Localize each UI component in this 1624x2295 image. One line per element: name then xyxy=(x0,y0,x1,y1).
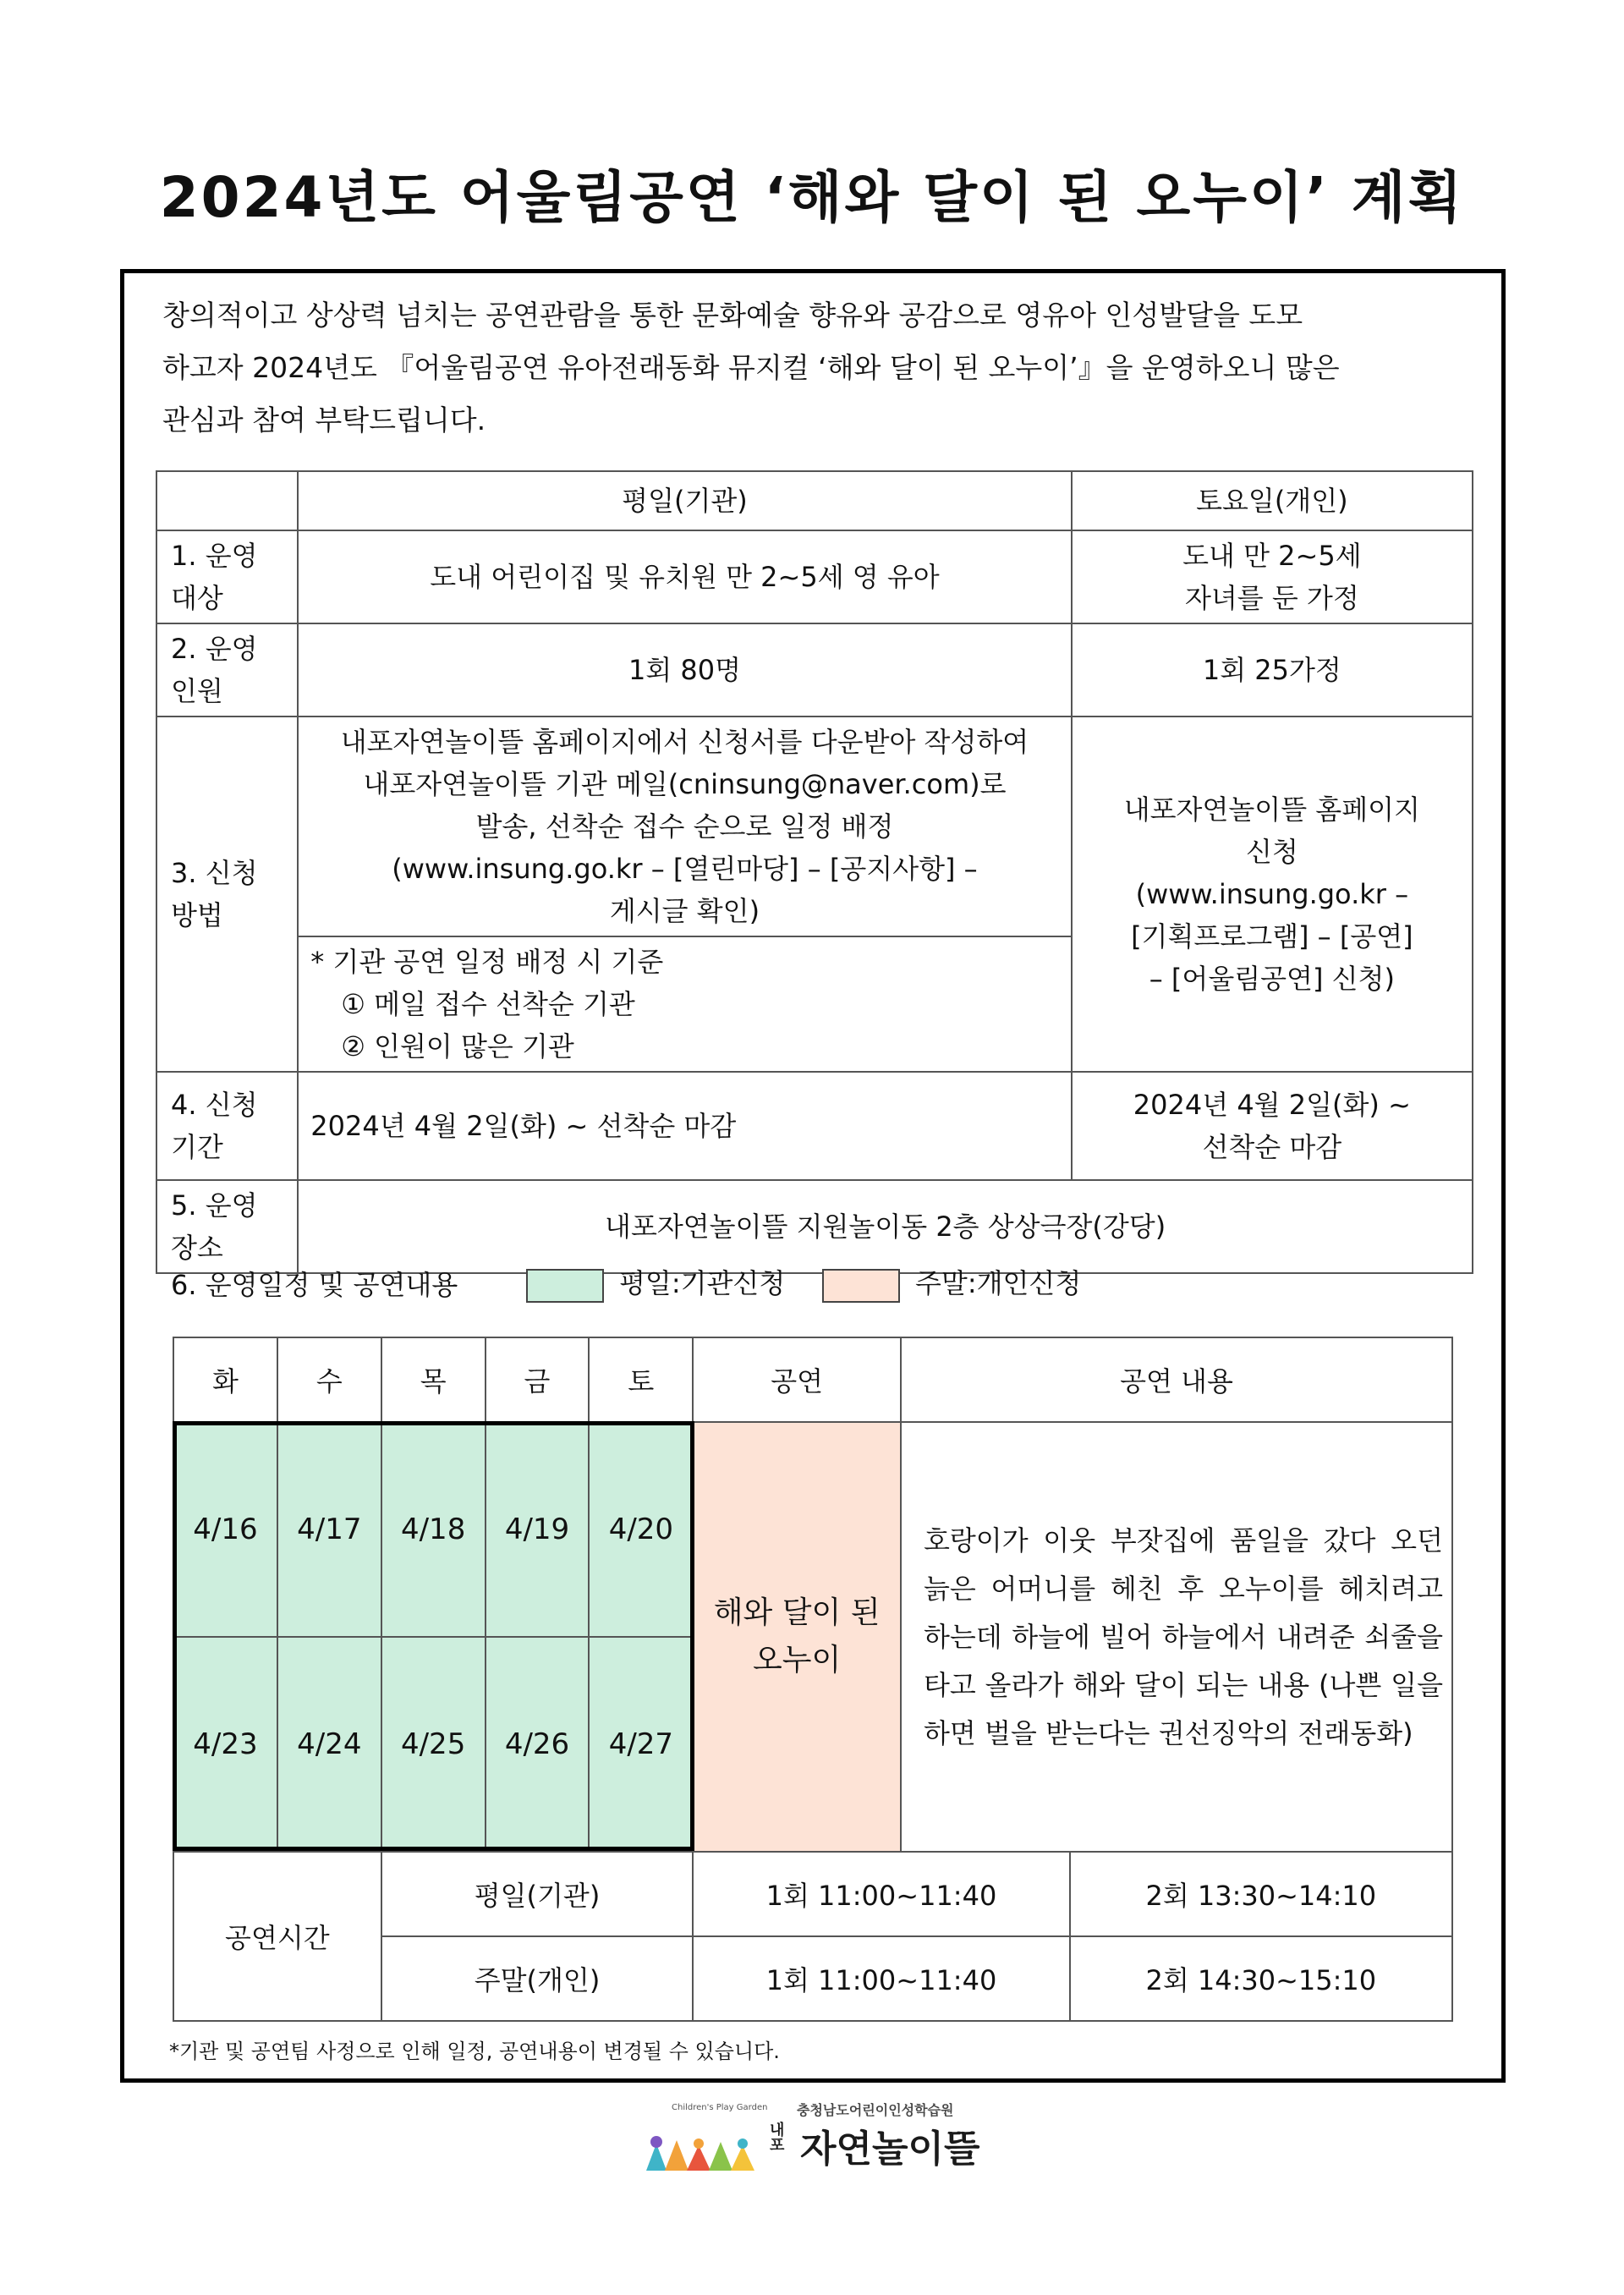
date-cell: 4/27 xyxy=(589,1637,693,1852)
legend-weekend-label: 주말:개인신청 xyxy=(915,1267,1082,1299)
target-saturday-line: 도내 만 2~5세 xyxy=(1182,540,1362,572)
logo-tagline: Children's Play Garden xyxy=(672,2103,768,2112)
legend-weekday-label: 평일:기관신청 xyxy=(619,1267,786,1299)
date-cell: 4/26 xyxy=(486,1637,590,1852)
location-value: 내포자연놀이뜰 지원놀이동 2층 상상극장(강당) xyxy=(298,1180,1473,1273)
info-table xyxy=(156,470,1473,1274)
date-cell: 4/18 xyxy=(381,1422,486,1637)
logo-prefix: 내포 xyxy=(770,2122,785,2155)
note-line: ① 메일 접수 선착순 기관 xyxy=(341,988,635,1020)
row-label-target: 1. 운영 대상 xyxy=(156,530,298,623)
date-cell: 4/19 xyxy=(486,1422,590,1637)
date-cell: 4/20 xyxy=(589,1422,693,1637)
method-saturday-line: 내포자연놀이뜰 홈페이지 xyxy=(1123,793,1420,826)
header-saturday: 토요일(개인) xyxy=(1072,471,1473,530)
legend-weekday-swatch xyxy=(526,1269,604,1303)
intro-line: 하고자 2024년도 『어울림공연 유아전래동화 뮤지컬 ‘해와 달이 된 오누이’』을 운영하오니 많은 xyxy=(162,351,1340,384)
time-weekday-first: 1회 11:00~11:40 xyxy=(693,1852,1069,1936)
row-label-capacity: 2. 운영 인원 xyxy=(156,623,298,717)
logo-name: 자연놀이뜰 xyxy=(800,2128,980,2171)
method-notes xyxy=(298,936,1071,1072)
method-saturday-line: [기획프로그램] – [공연] xyxy=(1131,920,1413,953)
legend-weekend-swatch xyxy=(822,1269,900,1303)
intro-line: 관심과 참여 부탁드립니다. xyxy=(162,404,486,436)
date-cell: 4/25 xyxy=(381,1637,486,1852)
note-line: ② 인원이 많은 기관 xyxy=(341,1030,574,1062)
date-cell: 4/16 xyxy=(173,1422,277,1637)
target-saturday-line: 자녀를 둔 가정 xyxy=(1184,582,1359,614)
time-weekday-second: 2회 13:30~14:10 xyxy=(1070,1852,1452,1936)
time-type-weekday: 평일(기관) xyxy=(381,1852,694,1936)
method-line: (www.insung.go.kr – [열린마당] – [공지사항] – xyxy=(392,853,978,885)
row-label-location: 5. 운영 장소 xyxy=(156,1180,298,1273)
organization-logo xyxy=(643,2095,998,2179)
time-type-weekend: 주말(개인) xyxy=(381,1936,694,2021)
time-weekend-second: 2회 14:30~15:10 xyxy=(1070,1936,1452,2021)
schedule-table xyxy=(173,1337,1453,2022)
intro-paragraph xyxy=(162,289,1507,447)
row-label-period: 4. 신청 기간 xyxy=(156,1072,298,1180)
method-line: 게시글 확인) xyxy=(609,895,760,927)
schedule-title: 6. 운영일정 및 공연내용 xyxy=(171,1269,458,1301)
capacity-weekday: 1회 80명 xyxy=(298,623,1071,717)
performance-title-line: 해와 달이 된 xyxy=(713,1595,881,1630)
date-cell: 4/24 xyxy=(277,1637,381,1852)
time-weekend-first: 1회 11:00~11:40 xyxy=(693,1936,1069,2021)
date-cell: 4/17 xyxy=(277,1422,381,1637)
note-line: * 기관 공연 일정 배정 시 기준 xyxy=(310,946,664,978)
method-weekday xyxy=(298,717,1071,936)
method-saturday-line: – [어울림공연] 신청) xyxy=(1149,963,1395,995)
document-title: 2024년도 어울림공연 ‘해와 달이 된 오누이’ 계획 xyxy=(159,165,1465,230)
method-saturday-line: (www.insung.go.kr – xyxy=(1135,878,1409,910)
method-line: 발송, 선착순 접수 순으로 일정 배정 xyxy=(475,810,894,843)
logo-org: 충청남도어린이인성학습원 xyxy=(797,2102,954,2118)
header-wed: 수 xyxy=(277,1337,381,1422)
performance-title-line: 오누이 xyxy=(752,1643,842,1677)
header-fri: 금 xyxy=(486,1337,590,1422)
header-performance: 공연 xyxy=(693,1337,901,1422)
period-saturday-line: 선착순 마감 xyxy=(1202,1131,1342,1163)
header-empty xyxy=(156,471,298,530)
date-cell: 4/23 xyxy=(173,1637,277,1852)
footnote: *기관 및 공연팀 사정으로 인해 일정, 공연내용이 변경될 수 있습니다. xyxy=(169,2040,780,2063)
period-saturday-line: 2024년 4월 2일(화) ~ xyxy=(1133,1089,1411,1121)
header-weekday: 평일(기관) xyxy=(298,471,1071,530)
header-tue: 화 xyxy=(173,1337,277,1422)
period-saturday xyxy=(1072,1072,1473,1180)
intro-line: 창의적이고 상상력 넘치는 공연관람을 통한 문화예술 향유와 공감으로 영유아 인성발달을 도모 xyxy=(162,299,1303,332)
period-weekday: 2024년 4월 2일(화) ~ 선착순 마감 xyxy=(298,1072,1071,1180)
method-saturday xyxy=(1072,717,1473,1072)
time-label: 공연시간 xyxy=(173,1852,381,2021)
logo-mark-icon xyxy=(643,2095,770,2179)
performance-description: 호랑이가 이웃 부잣집에 품일을 갔다 오던 늙은 어머니를 헤친 후 오누이를 헤치려고 하는데 하늘에 빌어 하늘에서 내려준 쇠줄을 타고 올라가 해와 달이 되는 내용 (나쁜 일을 하면 벌을 받는다는 권선징악의 전래동화) xyxy=(901,1422,1452,1852)
method-saturday-line: 신청 xyxy=(1245,836,1298,868)
method-line: 내포자연놀이뜰 기관 메일(cninsung@naver.com)로 xyxy=(363,768,1007,800)
row-label-method: 3. 신청 방법 xyxy=(156,717,298,1072)
target-weekday: 도내 어린이집 및 유치원 만 2~5세 영 유아 xyxy=(298,530,1071,623)
header-thu: 목 xyxy=(381,1337,486,1422)
target-saturday xyxy=(1072,530,1473,623)
method-line: 내포자연놀이뜰 홈페이지에서 신청서를 다운받아 작성하여 xyxy=(340,726,1029,758)
performance-title xyxy=(693,1422,901,1852)
capacity-saturday: 1회 25가정 xyxy=(1072,623,1473,717)
header-content: 공연 내용 xyxy=(901,1337,1452,1422)
header-sat: 토 xyxy=(589,1337,693,1422)
